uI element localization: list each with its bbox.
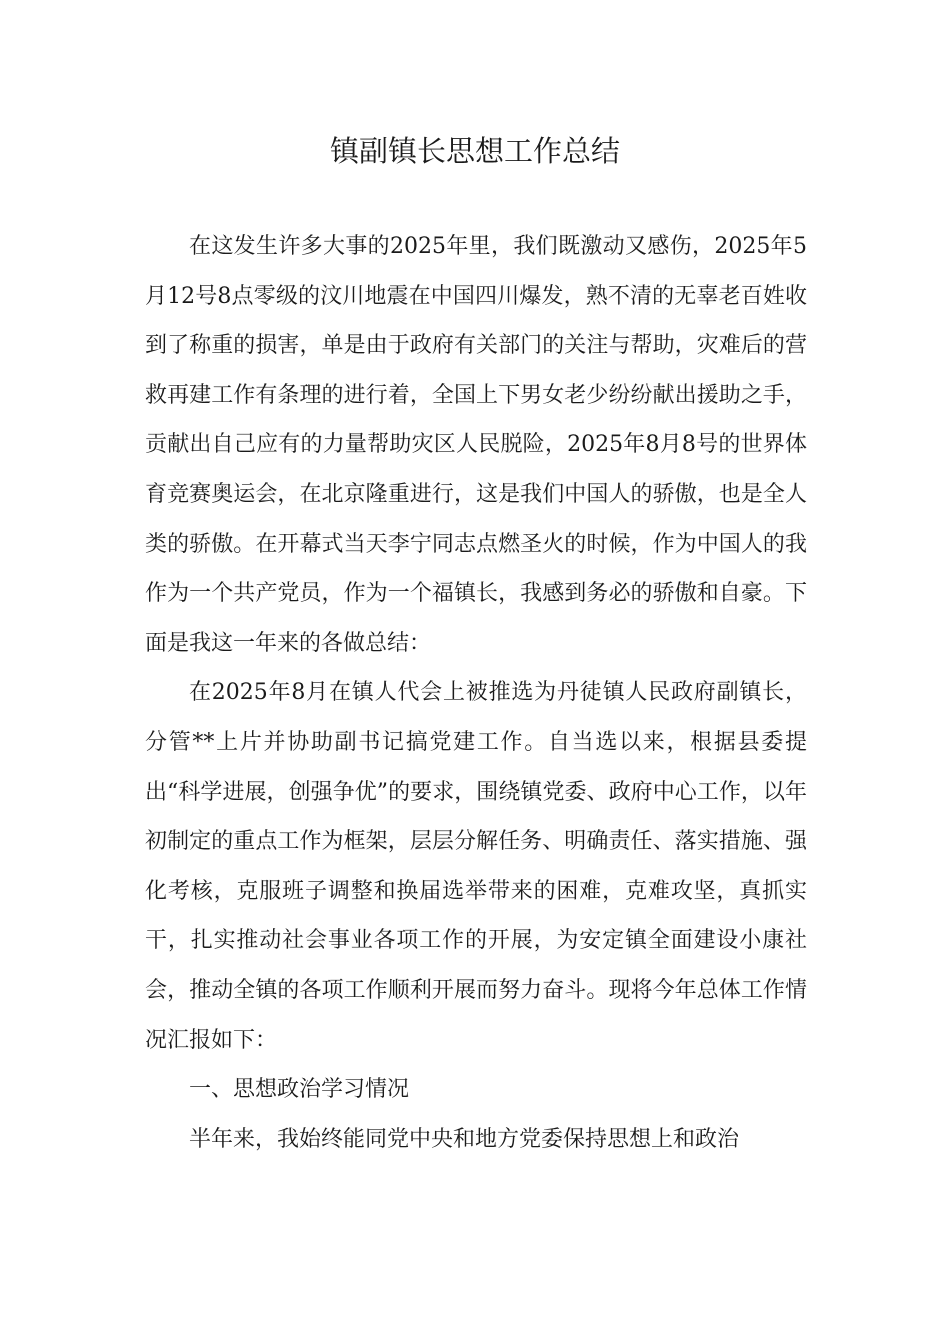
document-title: 镇副镇长思想工作总结 bbox=[329, 134, 620, 168]
paragraph-political-study: 半年来，我始终能同党中央和地方党委保持思想上和政治 bbox=[189, 1126, 740, 1152]
paragraph-election: 在2025年8月在镇人代会上被推选为丹徒镇人民政府副镇长，分管**上片并协助副书记搞党建工作。自当选以来，根据县委提出“科学进展，创强争优”的要求，围绕镇党委、政府中心工作，以年初制定的重点工作为框架，层层分解任务、明确责任、落实措施、强化考核，克服班子调整和换届选举带来的困难，克难攻坚，真抓实干，扎实推动社会事业各项工作的开展，为安定镇全面建设小康社会，推动全镇的各项工作顺利开展而努力奋斗。现将今年总体工作情况汇报如下： bbox=[145, 680, 807, 1053]
section-heading-political-study: 一、思想政治学习情况 bbox=[189, 1077, 410, 1103]
paragraph-intro: 在这发生许多大事的2025年里，我们既激动又感伤，2025年5月12号8点零级的汶川地震在中国四川爆发，熟不清的无辜老百姓收到了称重的损害，单是由于政府有关部门的关注与帮助，灾难后的营救再建工作有条理的进行着，全国上下男女老少纷纷献出援助之手，贡献出自己应有的力量帮助灾区人民脱险，2025年8月8号的世界体育竞赛奥运会，在北京隆重进行，这是我们中国人的骄傲，也是全人类的骄傲。在开幕式当天李宁同志点燃圣火的时候，作为中国人的我作为一个共产党员，作为一个福镇长，我感到务必的骄傲和自豪。下面是我这一年来的各做总结： bbox=[145, 234, 807, 656]
document-body bbox=[145, 222, 807, 1164]
